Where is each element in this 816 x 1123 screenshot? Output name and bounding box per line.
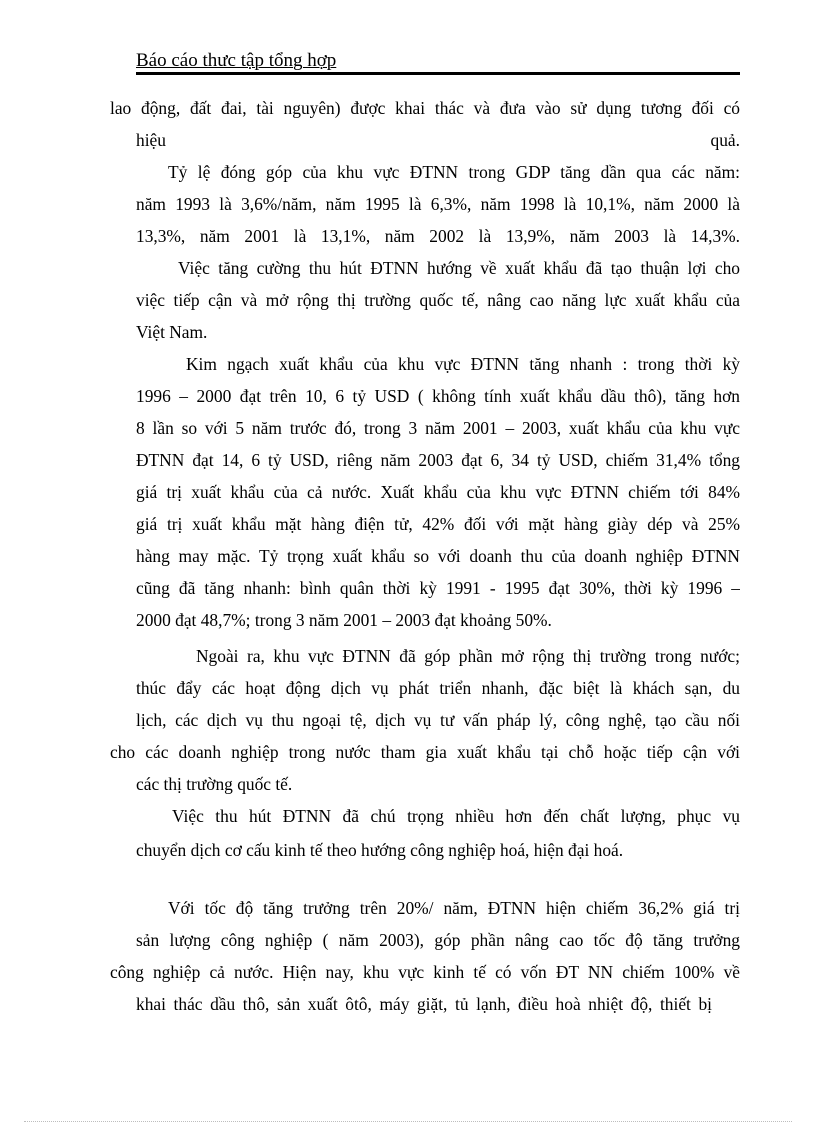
text-line: 8 lần so với 5 năm trước đó, trong 3 năm 2001 – 2003, xuất khẩu của khu vực [136, 418, 740, 438]
page-header [136, 50, 740, 75]
text-line: Tỷ lệ đóng góp của khu vực ĐTNN trong GDP tăng dần qua các năm: [168, 162, 740, 182]
text-line: lao động, đất đai, tài nguyên) được khai thác và đưa vào sử dụng tương đối có [110, 98, 740, 118]
page-bottom-divider [24, 1121, 792, 1122]
text-line: hiệu [136, 130, 166, 150]
text-line: Kim ngạch xuất khẩu của khu vực ĐTNN tăng nhanh : trong thời kỳ [186, 354, 740, 374]
text-line: ĐTNN đạt 14, 6 tỷ USD, riêng năm 2003 đạt 6, 34 tỷ USD, chiếm 31,4% tổng [136, 450, 740, 470]
text-line: khai thác dầu thô, sản xuất ôtô, máy giặt, tủ lạnh, điều hoà nhiệt độ, thiết bị [136, 994, 712, 1014]
text-line: năm 1993 là 3,6%/năm, năm 1995 là 6,3%, năm 1998 là 10,1%, năm 2000 là [136, 194, 740, 214]
text-line: cũng đã tăng nhanh: bình quân thời kỳ 1991 - 1995 đạt 30%, thời kỳ 1996 – [136, 578, 740, 598]
text-line: 1996 – 2000 đạt trên 10, 6 tỷ USD ( không tính xuất khẩu dầu thô), tăng hơn [136, 386, 740, 406]
header-title: Báo cáo thưc tập tổng hợp [136, 50, 337, 71]
text-line: giá trị xuất khẩu của cả nước. Xuất khẩu của khu vực ĐTNN chiếm tới 84% [136, 482, 740, 502]
text-line: cho các doanh nghiệp trong nước tham gia xuất khẩu tại chỗ hoặc tiếp cận với [110, 742, 740, 762]
text-line: Việc thu hút ĐTNN đã chú trọng nhiều hơn đến chất lượng, phục vụ [172, 806, 740, 826]
text-line: việc tiếp cận và mở rộng thị trường quốc tế, nâng cao năng lực xuất khẩu của [136, 290, 740, 310]
text-line: thúc đẩy các hoạt động dịch vụ phát triển nhanh, đặc biệt là khách sạn, du [136, 678, 740, 698]
text-line: Việt Nam. [136, 322, 208, 342]
text-line: Ngoài ra, khu vực ĐTNN đã góp phần mở rộng thị trường trong nước; [196, 646, 740, 666]
text-line: sản lượng công nghiệp ( năm 2003), góp phần nâng cao tốc độ tăng trưởng [136, 930, 740, 950]
text-line: Với tốc độ tăng trưởng trên 20%/ năm, ĐTNN hiện chiếm 36,2% giá trị [168, 898, 740, 918]
text-line: chuyển dịch cơ cấu kinh tế theo hướng công nghiệp hoá, hiện đại hoá. [136, 840, 624, 860]
text-line: hàng may mặc. Tỷ trọng xuất khẩu so với doanh thu của doanh nghiệp ĐTNN [136, 546, 740, 566]
text-line: quả. [710, 130, 740, 150]
text-line: giá trị xuất khẩu mặt hàng điện tử, 42% đối với mặt hàng giày dép và 25% [136, 514, 740, 534]
text-line: công nghiệp cả nước. Hiện nay, khu vực kinh tế có vốn ĐT NN chiếm 100% về [110, 962, 740, 982]
text-line: lịch, các dịch vụ thu ngoại tệ, dịch vụ tư vấn pháp lý, công nghệ, tạo cầu nối [136, 710, 740, 730]
text-line: Việc tăng cường thu hút ĐTNN hướng về xuất khẩu đã tạo thuận lợi cho [178, 258, 740, 278]
text-line: 13,3%, năm 2001 là 13,1%, năm 2002 là 13,9%, năm 2003 là 14,3%. [136, 226, 740, 246]
text-line: các thị trường quốc tế. [136, 774, 293, 794]
text-line: 2000 đạt 48,7%; trong 3 năm 2001 – 2003 đạt khoảng 50%. [136, 610, 552, 630]
